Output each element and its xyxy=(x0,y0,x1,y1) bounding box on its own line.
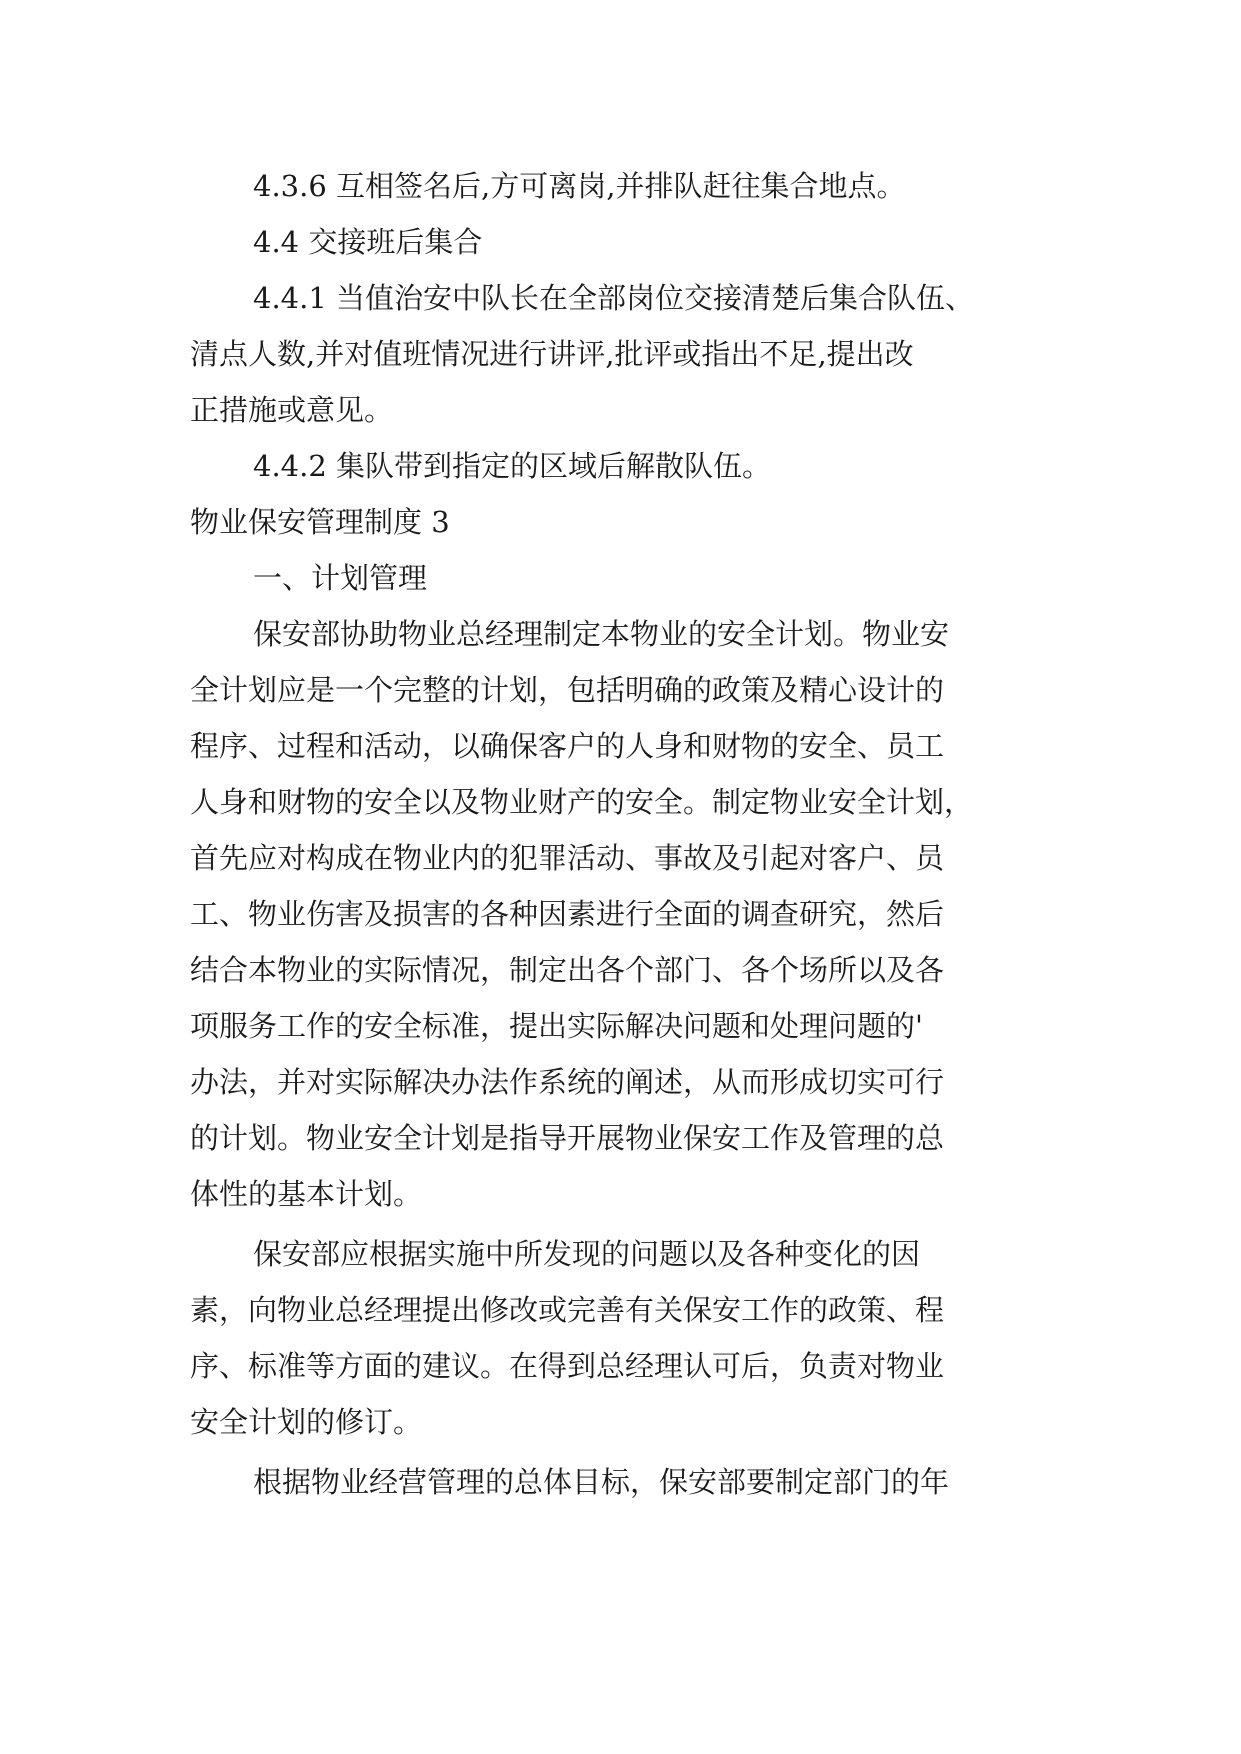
text-line: 人身和财物的安全以及物业财产的安全。制定物业安全计划， xyxy=(190,785,974,819)
section-heading: 一、计划管理 xyxy=(253,561,428,595)
text-line: 根据物业经营管理的总体目标，保安部要制定部门的年 xyxy=(253,1465,950,1499)
text-line: 的计划。物业安全计划是指导开展物业保安工作及管理的总 xyxy=(190,1121,945,1155)
text-line: 4.4.1 当值治安中队长在全部岗位交接清楚后集合队伍、 xyxy=(253,281,975,315)
text-line: 首先应对构成在物业内的犯罪活动、事故及引起对客户、员 xyxy=(190,841,945,875)
text-line: 序、标准等方面的建议。在得到总经理认可后，负责对物业 xyxy=(190,1349,945,1383)
text-line: 4.3.6 互相签名后,方可离岗,并排队赶往集合地点。 xyxy=(253,169,906,203)
text-line: 程序、过程和活动，以确保客户的人身和财物的安全、员工 xyxy=(190,729,945,763)
document-title: 物业保安管理制度 3 xyxy=(190,505,450,539)
text-line: 项服务工作的安全标准，提出实际解决问题和处理问题的' xyxy=(190,1009,923,1043)
text-line: 清点人数,并对值班情况进行讲评,批评或指出不足,提出改 xyxy=(190,337,914,371)
text-line: 全计划应是一个完整的计划，包括明确的政策及精心设计的 xyxy=(190,673,945,707)
text-line: 正措施或意见。 xyxy=(190,393,394,427)
text-line: 保安部应根据实施中所发现的问题以及各种变化的因 xyxy=(253,1237,921,1271)
text-line: 4.4.2 集队带到指定的区域后解散队伍。 xyxy=(253,449,772,483)
text-line: 素，向物业总经理提出修改或完善有关保安工作的政策、程 xyxy=(190,1293,945,1327)
section-heading: 4.4 交接班后集合 xyxy=(253,225,483,259)
text-line: 工、物业伤害及损害的各种因素进行全面的调查研究，然后 xyxy=(190,897,945,931)
text-line: 办法，并对实际解决办法作系统的阐述，从而形成切实可行 xyxy=(190,1065,945,1099)
text-line: 体性的基本计划。 xyxy=(190,1177,423,1211)
text-line: 结合本物业的实际情况，制定出各个部门、各个场所以及各 xyxy=(190,953,945,987)
text-line: 保安部协助物业总经理制定本物业的安全计划。物业安 xyxy=(253,617,950,651)
text-line: 安全计划的修订。 xyxy=(190,1405,423,1439)
